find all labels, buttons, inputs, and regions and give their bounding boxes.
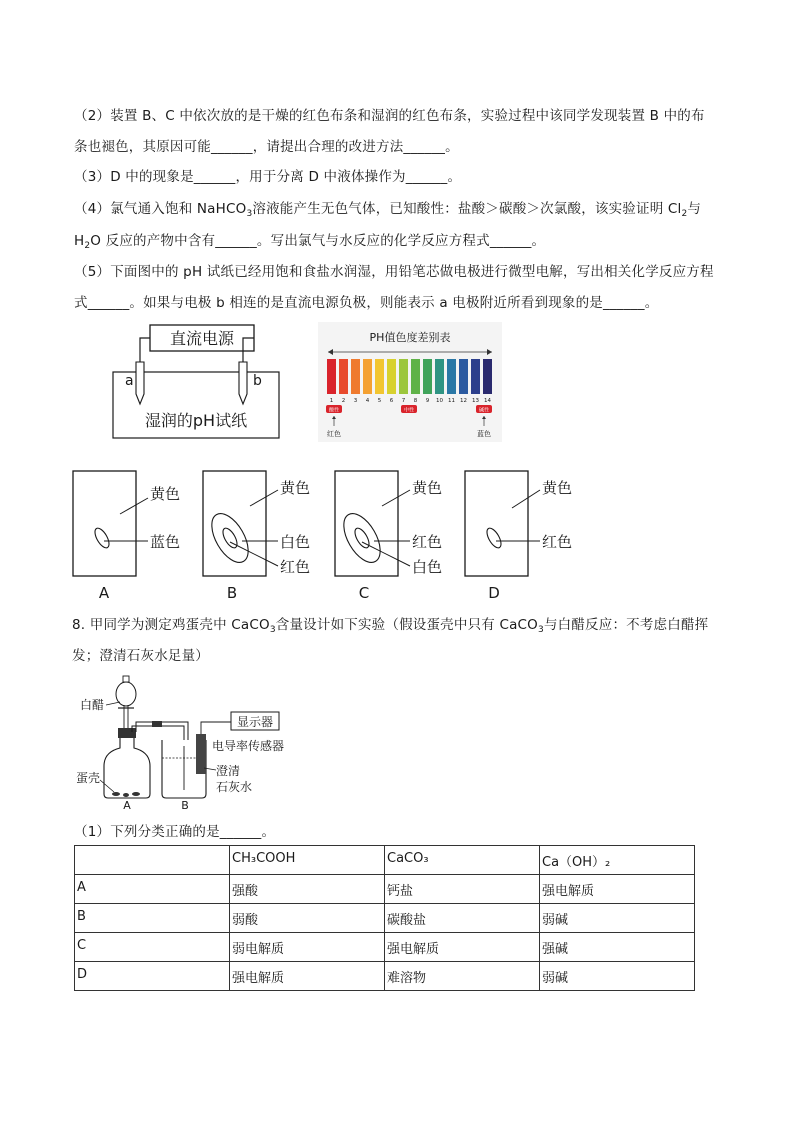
table-row xyxy=(75,875,695,904)
base-badge-text: 碱性 xyxy=(478,407,490,414)
table-header-cell: Ca（OH）₂ xyxy=(540,846,695,875)
table-cell: 强电解质 xyxy=(540,875,695,904)
option-c-figure xyxy=(332,468,462,604)
option-b-outer-label: 黄色 xyxy=(280,479,311,497)
q4-sub-2: 2 xyxy=(681,209,688,219)
ph-swatch-11 xyxy=(447,359,456,394)
ph-number-6: 6 xyxy=(389,398,394,404)
table-cell: 弱碱 xyxy=(540,962,695,991)
table-cell: 弱酸 xyxy=(230,904,385,933)
q8-line2: 发；澄清石灰水足量） xyxy=(72,648,209,664)
ph-number-5: 5 xyxy=(377,398,382,404)
q4-line2-a: H xyxy=(74,233,85,249)
eggshell-piece-1 xyxy=(112,792,120,796)
option-d-outer-label: 黄色 xyxy=(542,479,573,497)
ph-swatch-7 xyxy=(399,359,408,394)
vinegar-label: 白醋 xyxy=(80,698,105,712)
q4-sub-3: 3 xyxy=(246,209,253,219)
ph-number-14: 14 xyxy=(484,398,491,404)
eggshell-piece-3 xyxy=(132,792,140,796)
q5-line2: 式______。如果与电极 b 相连的是直流电源负极，则能表示 a 电极附近所看到现象的是______。 xyxy=(74,295,659,311)
ph-swatch-5 xyxy=(375,359,384,394)
option-b-inner-label: 红色 xyxy=(280,558,311,576)
ph-number-1: 1 xyxy=(329,398,334,404)
table-cell: 强电解质 xyxy=(230,962,385,991)
option-c-letter: C xyxy=(358,584,370,602)
ph-number-4: 4 xyxy=(365,398,370,404)
table-cell: 强电解质 xyxy=(385,933,540,962)
q8-line1-b: 含量设计如下实验（假设蛋壳中只有 CaCO xyxy=(275,617,539,633)
ph-swatch-14 xyxy=(483,359,492,394)
display-label: 显示器 xyxy=(236,715,274,729)
option-d-inner-label: 红色 xyxy=(542,533,573,551)
q8-line1-c: 与白醋反应：不考虑白醋挥 xyxy=(543,617,709,633)
electrode-b xyxy=(239,362,247,404)
flask-a-label: A xyxy=(123,799,131,810)
limewater-label-2: 石灰水 xyxy=(216,780,253,794)
option-a-outer-label: 黄色 xyxy=(150,485,181,503)
electrolysis-diagram xyxy=(108,322,284,442)
power-supply-label: 直流电源 xyxy=(169,329,235,348)
table-header-cell xyxy=(75,846,230,875)
option-a-figure xyxy=(70,468,200,604)
ph-swatch-6 xyxy=(387,359,396,394)
table-header-row xyxy=(75,846,695,875)
table-cell: 弱电解质 xyxy=(230,933,385,962)
table-row xyxy=(75,933,695,962)
neutral-badge-text: 中性 xyxy=(403,407,415,414)
q2-line1: （2）装置 B、C 中依次放的是干燥的红色布条和湿润的红色布条，实验过程中该同学发现装置 B 中的布 xyxy=(74,108,705,124)
funnel-stopper xyxy=(123,676,129,682)
ph-swatch-10 xyxy=(435,359,444,394)
table-cell: C xyxy=(75,933,230,962)
q8-line1 xyxy=(72,613,708,635)
display-wire xyxy=(201,722,231,734)
flask-a-stopper xyxy=(118,728,136,738)
q4-line2 xyxy=(74,229,545,251)
electrode-b-label: b xyxy=(253,373,262,389)
classification-table xyxy=(74,845,695,991)
ph-number-7: 7 xyxy=(401,398,406,404)
option-a-inner-label: 蓝色 xyxy=(150,533,181,551)
electrode-a-label: a xyxy=(125,373,134,389)
red-label: 红色 xyxy=(327,430,341,438)
ph-number-11: 11 xyxy=(448,398,455,404)
table-cell: A xyxy=(75,875,230,904)
table-cell: 弱碱 xyxy=(540,904,695,933)
beaker-b-label: B xyxy=(181,799,189,810)
q4-line2-b: O 反应的产物中含有______。写出氯气与水反应的化学反应方程式______。 xyxy=(90,233,546,249)
apparatus-diagram xyxy=(76,670,316,810)
ph-color-chart xyxy=(318,322,502,442)
limewater-label-1: 澄清 xyxy=(216,764,241,778)
option-d-figure xyxy=(462,468,592,604)
table-cell: 难溶物 xyxy=(385,962,540,991)
option-a-letter: A xyxy=(98,584,110,602)
table-header-cell: CH₃COOH xyxy=(230,846,385,875)
q8-line1-a: 8. 甲同学为测定鸡蛋壳中 CaCO xyxy=(72,617,270,633)
ph-number-12: 12 xyxy=(460,398,467,404)
option-b-letter: B xyxy=(226,584,238,602)
ph-swatch-1 xyxy=(327,359,336,394)
q3-line1: （3）D 中的现象是______，用于分离 D 中液体操作为______。 xyxy=(74,169,462,185)
electrode-a xyxy=(136,362,144,404)
q8-sub-3a: 3 xyxy=(269,625,276,635)
q2-line2: 条也褪色，其原因可能______，请提出合理的改进方法______。 xyxy=(74,139,459,155)
ph-swatch-3 xyxy=(351,359,360,394)
option-a-paper xyxy=(73,471,136,576)
q5-line1: （5）下面图中的 pH 试纸已经用饱和食盐水润湿，用铅笔芯做电极进行微型电解，写出相关化学反应方程 xyxy=(74,264,714,280)
ph-swatch-9 xyxy=(423,359,432,394)
blue-label: 蓝色 xyxy=(477,430,491,438)
option-b-ring-label: 白色 xyxy=(280,533,311,551)
table-cell: 钙盐 xyxy=(385,875,540,904)
table-cell: 强碱 xyxy=(540,933,695,962)
ph-swatch-4 xyxy=(363,359,372,394)
ph-swatch-13 xyxy=(471,359,480,394)
option-b-figure xyxy=(200,468,330,604)
sensor-label: 电导率传感器 xyxy=(212,739,285,753)
eggshell-label: 蛋壳 xyxy=(76,771,101,785)
option-d-letter: D xyxy=(488,584,500,602)
ph-number-10: 10 xyxy=(436,398,443,404)
table-row xyxy=(75,904,695,933)
table-cell: 碳酸盐 xyxy=(385,904,540,933)
table-header-cell: CaCO₃ xyxy=(385,846,540,875)
option-d-paper xyxy=(465,471,528,576)
ph-number-9: 9 xyxy=(425,398,430,404)
q4-line1 xyxy=(74,197,701,219)
ph-chart-title: PH值色度差别表 xyxy=(369,331,451,344)
ph-swatch-2 xyxy=(339,359,348,394)
ph-swatch-12 xyxy=(459,359,468,394)
tube-connector xyxy=(152,721,162,727)
ph-number-13: 13 xyxy=(472,398,479,404)
ph-number-2: 2 xyxy=(341,398,346,404)
option-c-outer-label: 黄色 xyxy=(412,479,443,497)
acid-badge-text: 酸性 xyxy=(328,407,340,414)
table-cell: B xyxy=(75,904,230,933)
ph-number-3: 3 xyxy=(353,398,358,404)
q4-line1-a: （4）氯气通入饱和 NaHCO xyxy=(74,201,247,217)
q8-sub-3b: 3 xyxy=(538,625,544,635)
ph-number-8: 8 xyxy=(413,398,418,404)
option-c-ring-label: 红色 xyxy=(412,533,443,551)
option-c-inner-label: 白色 xyxy=(412,558,443,576)
q8-1-line1: （1）下列分类正确的是______。 xyxy=(74,824,276,840)
vinegar-leader xyxy=(106,702,120,705)
ph-swatch-8 xyxy=(411,359,420,394)
table-row xyxy=(75,962,695,991)
q4-line1-c: 与 xyxy=(687,201,702,217)
ph-paper-label: 湿润的pH试纸 xyxy=(144,411,248,430)
q4-line2-sub: 2 xyxy=(84,241,91,251)
table-cell: 强酸 xyxy=(230,875,385,904)
q4-line1-b: 溶液能产生无色气体，已知酸性：盐酸＞碳酸＞次氯酸，该实验证明 Cl xyxy=(252,201,682,217)
eggshell-piece-2 xyxy=(123,793,129,797)
table-cell: D xyxy=(75,962,230,991)
